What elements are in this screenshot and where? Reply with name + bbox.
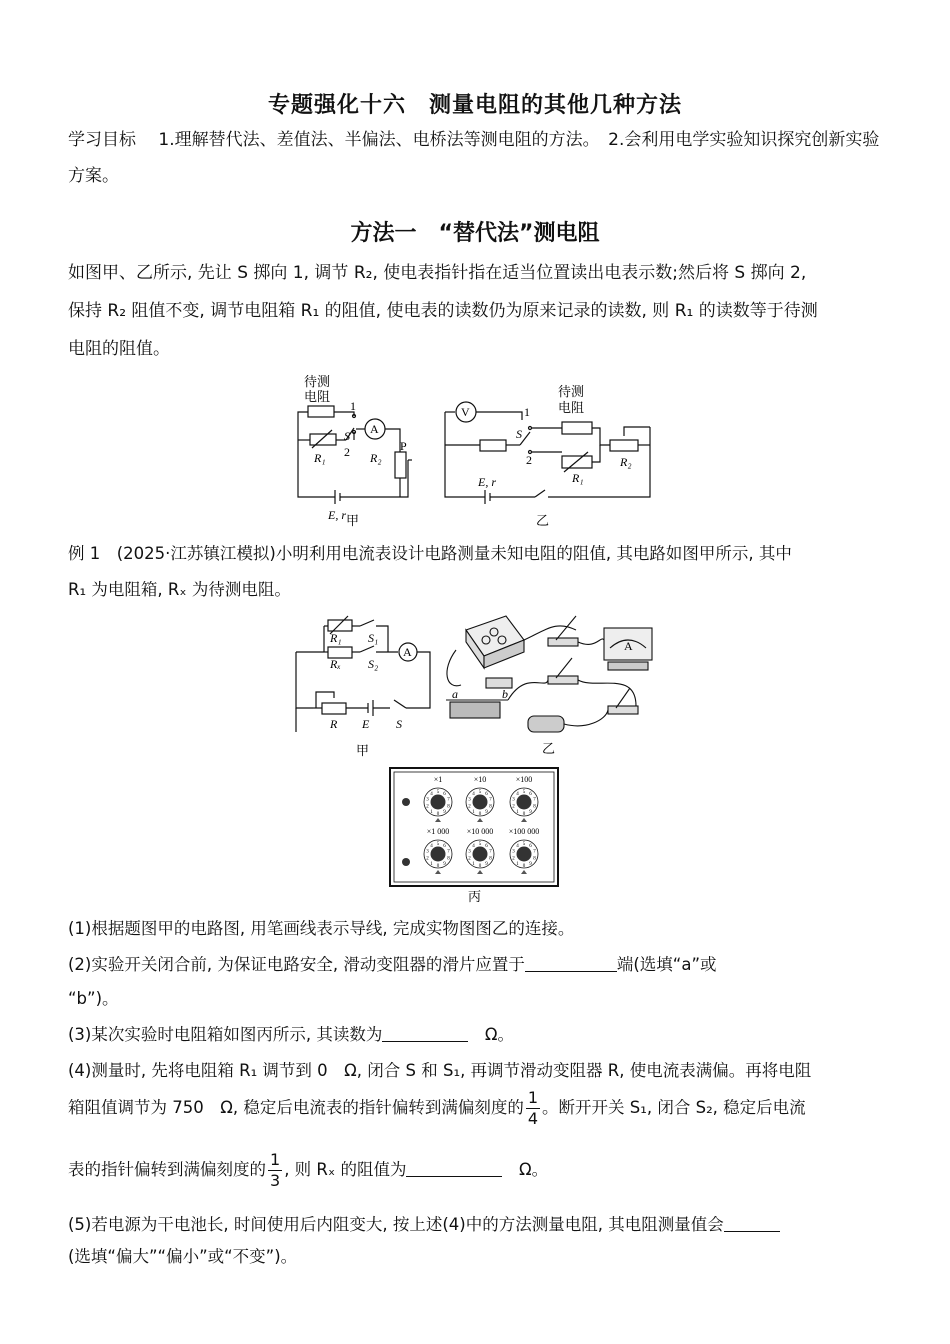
fig1b-source-label: E, r <box>478 475 496 489</box>
fig2yi-caption: 乙 <box>542 741 556 756</box>
fig1a-p-label: P <box>400 439 407 453</box>
question-5-line1 <box>68 1208 883 1242</box>
fig2bing-caption: 丙 <box>468 889 482 904</box>
method1-line3: 电阻的阻值。 <box>68 339 170 359</box>
fig1a-source-label: E, r <box>328 508 346 522</box>
dial-multiplier-label: ×1 <box>433 775 443 784</box>
question-2-cont: “b”)。 <box>68 989 119 1008</box>
fraction-one-third: $\frac{1}{3}$ <box>270 1150 281 1190</box>
dial-digit: 8 <box>447 856 450 862</box>
fig2jia-ammeter-label: A <box>403 645 412 659</box>
dial-digit: 3 <box>512 849 515 855</box>
dial-digit: 5 <box>522 790 526 795</box>
dial-digit: 0 <box>478 864 482 869</box>
dial-digit: 5 <box>436 790 440 795</box>
method1-line1: 如图甲、乙所示, 先让 S 掷向 1, 调节 R₂, 使电表指针指在适当位置读出电表示数;然后将 S 掷向 2, <box>68 263 807 283</box>
dial-knob <box>509 827 540 874</box>
dial-digit: 7 <box>533 849 536 855</box>
question-3 <box>68 1018 883 1052</box>
fig1a-label-r: 待测 <box>304 374 331 389</box>
fig2yi-a-label: a <box>452 687 458 701</box>
fig2jia-rx-label: Rₓ <box>330 657 341 671</box>
dial-digit: 7 <box>489 797 492 803</box>
dial-digit: 5 <box>522 842 526 847</box>
fig1a-pos1: 1 <box>350 399 356 413</box>
fig1a-ammeter-label: A <box>370 422 379 436</box>
q4-text-c: 。断开开关 S₁, 闭合 S₂, 稳定后电流 <box>542 1098 806 1117</box>
dial-multiplier-label: ×10 000 <box>466 827 494 836</box>
dial-knob <box>510 775 538 822</box>
method1-heading: 方法一 “替代法”测电阻 <box>350 221 600 246</box>
dial-digit: 4 <box>472 792 475 798</box>
dial-multiplier-label: ×100 000 <box>508 827 540 836</box>
dial-digit: 2 <box>468 804 471 810</box>
question-4-line2 <box>68 1090 883 1127</box>
dial-digit: 1 <box>430 809 433 815</box>
example1-line2: R₁ 为电阻箱, Rₓ 为待测电阻。 <box>68 580 291 599</box>
dial-digit: 0 <box>478 812 482 817</box>
question-1: (1)根据题图甲的电路图, 用笔画线表示导线, 完成实物图图乙的连接。 <box>68 919 575 938</box>
q3-answer-blank[interactable] <box>382 1023 468 1042</box>
dial-digit: 6 <box>443 792 446 798</box>
fig1b-label-r: 待测 <box>558 384 585 399</box>
dial-digit: 7 <box>533 797 536 803</box>
dial-digit: 6 <box>443 844 446 850</box>
q3-unit: Ω。 <box>484 1025 514 1044</box>
question-4-line1: (4)测量时, 先将电阻箱 R₁ 调节到 0 Ω, 闭合 S 和 S₁, 再调节滑动变阻器 R, 使电流表满偏。再将电阻 <box>68 1061 812 1080</box>
dial-digit: 4 <box>430 792 433 798</box>
dial-multiplier-label: ×10 <box>473 775 487 784</box>
dial-digit: 2 <box>512 856 515 862</box>
dial-digit: 4 <box>516 792 519 798</box>
dial-digit: 5 <box>478 842 482 847</box>
fig2jia-e-label: E <box>362 717 370 731</box>
dial-digit: 7 <box>447 797 450 803</box>
dial-multiplier-label: ×100 <box>515 775 533 784</box>
dial-knob <box>466 827 494 874</box>
figure-substitution-circuits <box>290 372 670 532</box>
dial-digit: 6 <box>485 844 488 850</box>
dial-digit: 4 <box>472 844 475 850</box>
figure-resistance-box <box>388 766 560 906</box>
q4-unit: Ω。 <box>518 1160 549 1179</box>
fig1a-r2-label: R₂ <box>370 451 382 465</box>
dial-digit: 6 <box>529 844 532 850</box>
dial-digit: 6 <box>485 792 488 798</box>
fig1a-caption: 甲 <box>346 513 360 528</box>
dial-digit: 8 <box>489 804 492 810</box>
dial-digit: 7 <box>447 849 450 855</box>
dial-digit: 8 <box>533 804 536 810</box>
fig1b-pos2: 2 <box>526 453 532 467</box>
q5-text: (5)若电源为干电池长, 时间使用后内阻变大, 按上述(4)中的方法测量电阻, 其电阻测量值会 <box>68 1215 724 1234</box>
figure-example-apparatus-yi <box>436 610 666 760</box>
dial-digit: 1 <box>516 809 519 815</box>
dial-digit: 7 <box>489 849 492 855</box>
q4-text-d: 表的指针偏转到满偏刻度的 <box>68 1160 266 1179</box>
q4-text-b: 箱阻值调节为 750 Ω, 稳定后电流表的指针偏转到满偏刻度的 <box>68 1098 524 1117</box>
dial-digit: 1 <box>430 861 433 867</box>
q3-text: (3)某次实验时电阻箱如图丙所示, 其读数为 <box>68 1025 383 1044</box>
dial-digit: 5 <box>478 790 482 795</box>
q5-answer-blank[interactable] <box>724 1213 780 1232</box>
dial-digit: 3 <box>426 797 429 803</box>
question-4-line3 <box>68 1152 883 1189</box>
dial-digit: 8 <box>489 856 492 862</box>
fig2yi-ammeter-label: A <box>624 639 633 653</box>
dial-multiplier-label: ×1 000 <box>426 827 450 836</box>
fig1a-r1-label: R₁ <box>314 451 326 465</box>
dial-digit: 2 <box>426 856 429 862</box>
fig1a-pos2: 2 <box>344 445 350 459</box>
dial-digit: 2 <box>512 804 515 810</box>
fig2jia-s-label: S <box>396 717 402 731</box>
dial-digit: 3 <box>468 849 471 855</box>
fig2jia-s1-label: S₁ <box>368 631 379 645</box>
dial-digit: 0 <box>436 812 440 817</box>
dial-knob <box>466 775 494 822</box>
dial-digit: 0 <box>522 812 526 817</box>
goals-label: 学习目标 <box>68 130 136 150</box>
dial-digit: 9 <box>529 809 532 815</box>
q2-text: (2)实验开关闭合前, 为保证电路安全, 滑动变阻器的滑片应置于 <box>68 955 525 974</box>
fig1b-caption: 乙 <box>536 513 550 528</box>
q4-text-e: , 则 Rₓ 的阻值为 <box>284 1160 407 1179</box>
page-title: 专题强化十六 测量电阻的其他几种方法 <box>267 93 682 118</box>
method1-line2: 保持 R₂ 阻值不变, 调节电阻箱 R₁ 的阻值, 使电表的读数仍为原来记录的读数, 则 R₁ 的读数等于待测 <box>68 301 818 321</box>
dial-knob <box>424 827 452 874</box>
dial-digit: 2 <box>426 804 429 810</box>
fig2jia-caption: 甲 <box>356 743 370 758</box>
fig1b-pos1: 1 <box>524 405 530 419</box>
dial-digit: 0 <box>436 864 440 869</box>
dial-digit: 9 <box>443 861 446 867</box>
q4-answer-blank[interactable] <box>406 1158 502 1177</box>
dial-digit: 3 <box>426 849 429 855</box>
q2-text-b: 端(选填“a”或 <box>616 955 717 974</box>
dial-digit: 9 <box>485 809 488 815</box>
dial-digit: 4 <box>430 844 433 850</box>
goals-text: 1.理解替代法、差值法、半偏法、电桥法等测电阻的方法。 2.会利用电学实验知识探究创新实验方案。 <box>68 130 880 186</box>
fig2jia-r1-label: R₁ <box>330 631 342 645</box>
dial-digit: 8 <box>447 804 450 810</box>
fig1b-switch-label: S <box>516 427 522 441</box>
fig1b-r1-label: R₁ <box>572 471 584 485</box>
question-5-line2: (选填“偏大”“偏小”或“不变”)。 <box>68 1247 298 1266</box>
fraction-one-quarter: $\frac{1}{4}$ <box>527 1088 539 1128</box>
fig1b-r2-label: R₂ <box>620 455 632 469</box>
dial-digit: 9 <box>529 861 532 867</box>
dial-digit: 0 <box>522 864 526 869</box>
learning-goals <box>68 122 883 194</box>
dial-digit: 8 <box>533 856 536 862</box>
figure-example-circuit-jia <box>288 612 438 762</box>
dial-digit: 4 <box>516 844 519 850</box>
fig2jia-s2-label: S₂ <box>368 657 379 671</box>
dial-digit: 1 <box>472 861 475 867</box>
fig1a-switch-label: S <box>344 429 350 443</box>
dial-digit: 3 <box>512 797 515 803</box>
dial-digit: 1 <box>516 861 519 867</box>
dial-digit: 9 <box>443 809 446 815</box>
fig2yi-b-label: b <box>502 687 508 701</box>
q2-answer-blank[interactable] <box>525 953 617 972</box>
dial-digit: 1 <box>472 809 475 815</box>
dial-digit: 3 <box>468 797 471 803</box>
fig1b-label-r2: 电阻 <box>558 400 585 415</box>
fig2jia-r-label: R <box>330 717 338 731</box>
question-2 <box>68 948 883 982</box>
example1-line1: 例 1 (2025·江苏镇江模拟)小明利用电流表设计电路测量未知电阻的阻值, 其电路如图甲所示, 其中 <box>68 544 792 563</box>
dial-digit: 6 <box>529 792 532 798</box>
dial-digit: 5 <box>436 842 440 847</box>
fig1a-label-r2: 电阻 <box>304 389 331 404</box>
fig1b-voltmeter-label: V <box>461 405 470 419</box>
dial-digit: 2 <box>468 856 471 862</box>
dial-knob <box>424 775 452 822</box>
dial-digit: 9 <box>485 861 488 867</box>
